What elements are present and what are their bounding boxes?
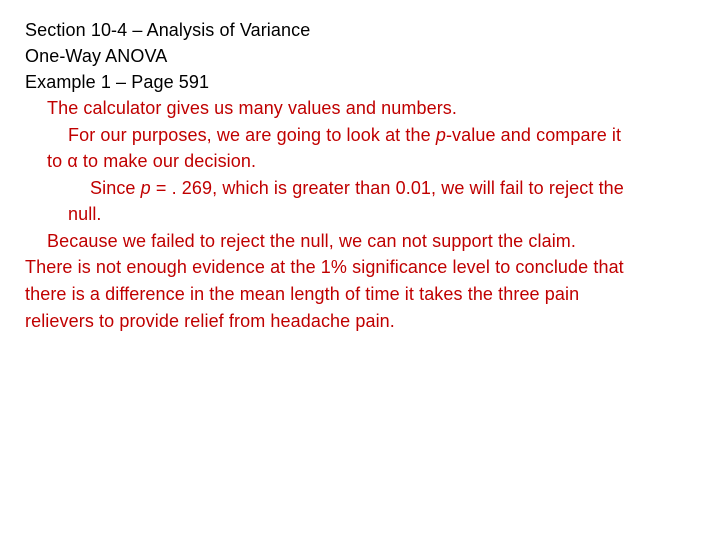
decision-line-1 [90, 177, 624, 199]
calculator-note: The calculator gives us many values and numbers. [47, 98, 458, 118]
decision-text-start: Since [90, 178, 141, 198]
p-symbol: p [435, 125, 446, 145]
purpose-text-start: For our purposes, we are going to look at the [68, 125, 436, 145]
purpose-line-1 [68, 124, 621, 146]
method-title: One-Way ANOVA [25, 46, 168, 66]
conclusion-line-3: relievers to provide relief from headache pain. [25, 311, 395, 331]
conclusion-line-2: there is a difference in the mean length of time it takes the three pain [25, 284, 580, 304]
conclusion-line-1: There is not enough evidence at the 1% significance level to conclude that [25, 257, 624, 277]
p-symbol: p [140, 178, 151, 198]
decision-text-end: = . 269, which is greater than 0.01, we will fail to reject the [150, 178, 624, 198]
section-title: Section 10-4 – Analysis of Variance [25, 20, 311, 40]
decision-line-2: null. [68, 204, 102, 224]
example-title: Example 1 – Page 591 [25, 72, 210, 92]
claim-statement: Because we failed to reject the null, we can not support the claim. [47, 231, 576, 251]
purpose-text-end: -value and compare it [445, 125, 622, 145]
purpose-line-2: to α to make our decision. [47, 151, 257, 171]
